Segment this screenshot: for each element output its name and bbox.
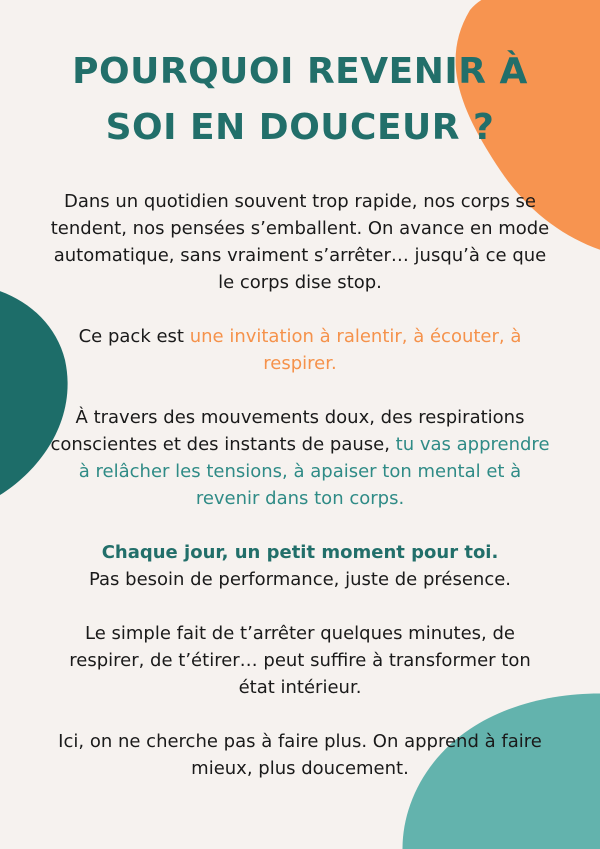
title-line-1: POURQUOI REVENIR À <box>72 51 528 92</box>
daily-highlight: Chaque jour, un petit moment pour toi. <box>101 542 499 563</box>
page-title <box>0 44 600 156</box>
invitation-period: . <box>330 353 337 374</box>
paragraph-invitation <box>50 323 550 377</box>
invitation-highlight: une invitation à ralentir, à écouter, à respirer <box>189 326 522 374</box>
paragraph-closing: Ici, on ne cherche pas à faire plus. On apprend à faire mieux, plus doucement. <box>58 731 542 779</box>
paragraph-method <box>50 404 550 512</box>
paragraph-simple-act: Le simple fait de t’arrêter quelques minutes, de respirer, de t’étirer… peut suffire à transformer ton état intérieur. <box>69 623 531 698</box>
paragraph-method-lead: À travers des mouvements doux, des respirations conscientes et des instants de pause, <box>50 407 525 455</box>
body-text <box>50 188 550 809</box>
paragraph-intro: Dans un quotidien souvent trop rapide, nos corps se tendent, nos pensées s’emballent. On avance en mode automatique, sans vraiment s’arrêter… jusqu’à ce que le corps dise stop. <box>50 191 550 293</box>
method-highlight: tu vas apprendre à relâcher les tensions, à apaiser ton mental et à revenir dans ton corps. <box>78 434 550 509</box>
title-line-2: SOI EN DOUCEUR ? <box>105 107 495 148</box>
daily-rest: Pas besoin de performance, juste de présence. <box>88 569 512 590</box>
paragraph-invitation-lead: Ce pack est <box>78 326 190 347</box>
paragraph-daily <box>50 539 550 593</box>
